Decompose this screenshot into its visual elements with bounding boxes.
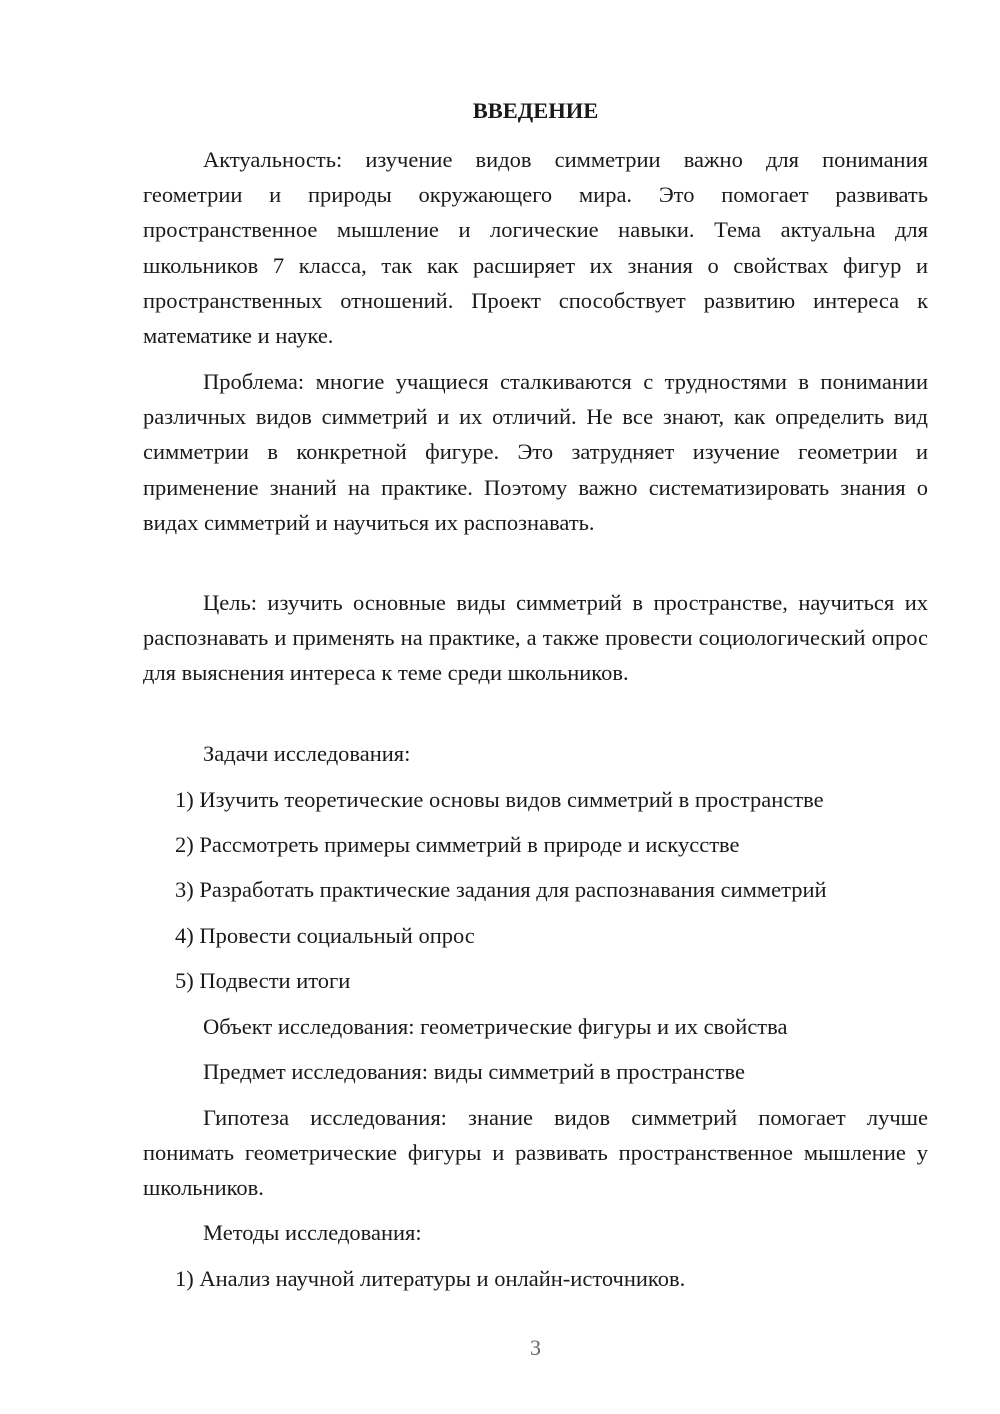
tasks-heading: Задачи исследования: <box>203 741 411 766</box>
problem-paragraph: Проблема: многие учащиеся сталкиваются с трудностями в понимании различных видов симметрий и их отличий. Не все знают, как определить вид симметрии в конкретной фигуре. Это затрудняет изучение геометрии и применение знаний на практике. Поэтому важно систематизировать знания о видах симметрий и научиться их распознавать. <box>143 369 928 535</box>
task-item-5: 5) Подвести итоги <box>175 968 351 993</box>
relevance-paragraph: Актуальность: изучение видов симметрии важно для понимания геометрии и природы окружающего мира. Это помогает развивать пространственное мышление и логические навыки. Тема актуальна для школьников 7 класса, так как расширяет их знания о свойствах фигур и пространственных отношений. Проект способствует развитию интереса к математике и науке. <box>143 147 928 349</box>
task-item-1: 1) Изучить теоретические основы видов симметрий в пространстве <box>175 787 824 812</box>
method-item-1: 1) Анализ научной литературы и онлайн-источников. <box>175 1266 686 1291</box>
research-subject: Предмет исследования: виды симметрий в пространстве <box>203 1059 745 1084</box>
page-number: 3 <box>530 1335 541 1360</box>
research-object: Объект исследования: геометрические фигуры и их свойства <box>203 1014 788 1039</box>
goal-paragraph: Цель: изучить основные виды симметрий в пространстве, научиться их распознавать и применять на практике, а также провести социологический опрос для выяснения интереса к теме среди школьников. <box>143 590 928 686</box>
section-title: ВВЕДЕНИЕ <box>472 98 599 123</box>
task-item-4: 4) Провести социальный опрос <box>175 923 475 948</box>
task-item-3: 3) Разработать практические задания для распознавания симметрий <box>175 877 827 902</box>
hypothesis-paragraph: Гипотеза исследования: знание видов симметрий помогает лучше понимать геометрические фигуры и развивать пространственное мышление у школьников. <box>143 1105 928 1201</box>
task-item-2: 2) Рассмотреть примеры симметрий в природе и искусстве <box>175 832 740 857</box>
methods-heading: Методы исследования: <box>203 1220 422 1245</box>
